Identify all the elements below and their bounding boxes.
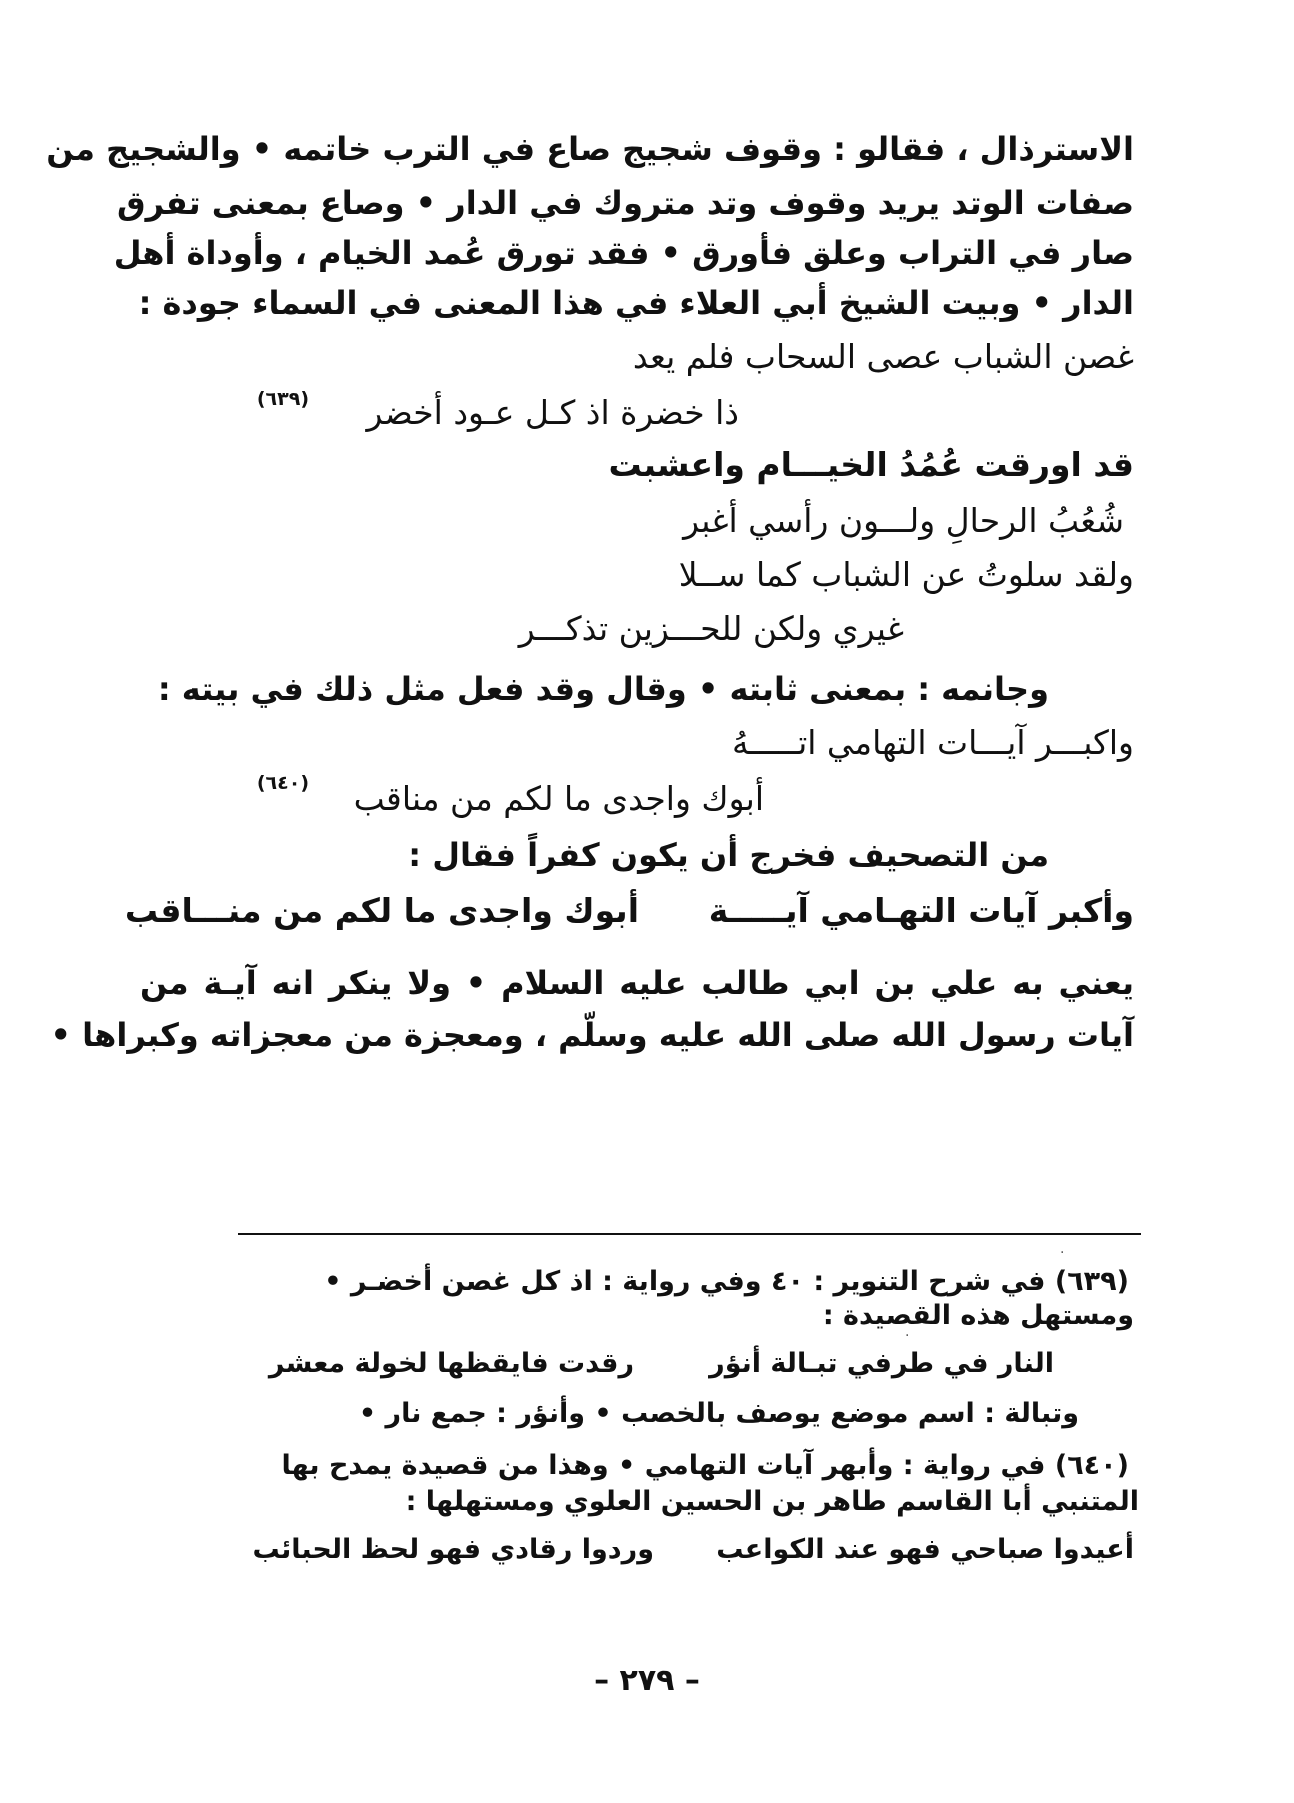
body-line: الدار • وبيت الشيخ أبي العلاء في هذا المعنى في السماء جودة : — [138, 284, 1134, 322]
verse-line: غيري ولكن للحـــزين تذكـــر — [518, 609, 904, 648]
footnote-verse-right: أعيدوا صباحي فهو عند الكواعب — [716, 1534, 1134, 1565]
footnote-line: (٦٣٩) في شرح التنوير : ٤٠ وفي رواية : اذ كل غصن أخضـر • — [324, 1266, 1129, 1297]
footnote-line: ومستهل هذه القصيدة : — [822, 1300, 1134, 1331]
body-line: صفات الوتد يريد وقوف وتد متروك في الدار • وصاع بمعنى تفرق — [117, 184, 1134, 222]
verse-right: وأكبر آيات التهـامي آيـــــة — [708, 891, 1134, 930]
footnote-ref-640: (٦٤٠) — [256, 772, 309, 794]
verse-left: أبوك واجدى ما لكم من منـــاقب — [124, 891, 639, 930]
body-line: آيات رسول الله صلى الله عليه وسلّم ، ومعجزة من معجزاته وكبراها • — [50, 1016, 1134, 1054]
footnote-verse-left: رقدت فايقظها لخولة معشر — [268, 1348, 634, 1379]
verse-line: شُعُبُ الرحالِ ولـــون رأسي أغبر — [683, 501, 1124, 540]
body-line: صار في التراب وعلق فأورق • فقد تورق عُمد الخيام ، وأوداة أهل — [113, 234, 1134, 272]
verse-line: ولقد سلوتُ عن الشباب كما ســلا — [678, 555, 1134, 594]
verse-line: أبوك واجدى ما لكم من مناقب — [353, 779, 764, 818]
verse-line: ذا خضرة اذ كـل عـود أخضر — [366, 393, 739, 432]
verse-line: واكبـــر آيـــات التهامي اتـــــهُ — [732, 723, 1134, 762]
footnote-line: وتبالة : اسم موضع يوصف بالخصب • وأنؤر : جمع نار • — [358, 1398, 1079, 1429]
footnote-line: (٦٤٠) في رواية : وأبهر آيات التهامي • وهذا من قصيدة يمدح بها — [281, 1450, 1129, 1481]
footnote-ref-639: (٦٣٩) — [256, 388, 309, 410]
page-number: – ٢٧٩ – — [594, 1663, 700, 1698]
verse-line: قد اورقت عُمُدُ الخيـــام واعشبت — [608, 445, 1134, 484]
body-line: الاسترذال ، فقالو : وقوف شجيج صاع في الترب خاتمه • والشجيج من — [46, 130, 1134, 168]
scan-speck: · — [1060, 1245, 1065, 1261]
body-line: وجانمه : بمعنى ثابته • وقال وقد فعل مثل ذلك في بيته : — [157, 670, 1049, 708]
footnote-verse-right: النار في طرفي تبـالة أنؤر — [709, 1348, 1054, 1379]
verse-line: غصن الشباب عصى السحاب فلم يعد — [632, 337, 1134, 376]
body-line: من التصحيف فخرج أن يكون كفراً فقال : — [408, 836, 1049, 874]
footnote-verse-left: وردوا رقادي فهو لحظ الحبائب — [252, 1534, 654, 1565]
footnote-line: المتنبي أبا القاسم طاهر بن الحسين العلوي ومستهلها : — [405, 1486, 1139, 1517]
footnote-divider — [238, 1233, 1141, 1235]
body-line: يعني به علي بن ابي طالب عليه السلام • ولا ينكر انه آيـة من — [140, 964, 1134, 1002]
scan-speck: · — [905, 1328, 910, 1344]
